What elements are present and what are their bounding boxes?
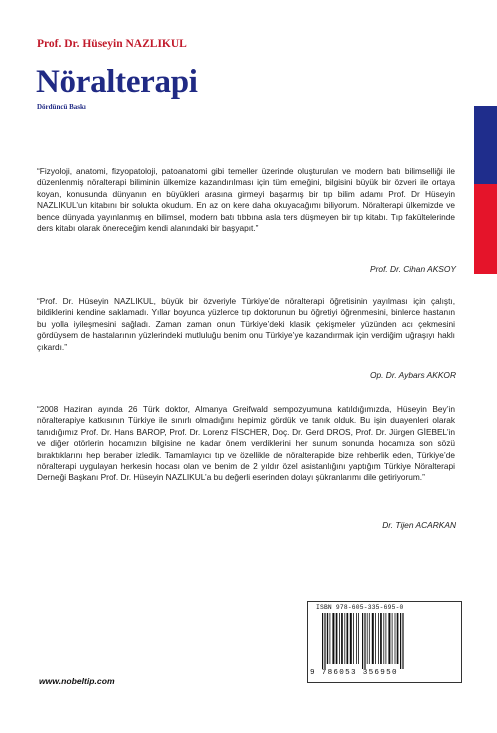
quote-1: “Fizyoloji, anatomi, fizyopatoloji, patoanatomi gibi temeller üzerinde oluşturulan ve modern batı bilimselliği ile düzenlenmiş nöralterapi biliminin ülkemize kazandırılması için tüm emeğini, bilgisini büyük bir özveri ile ortaya koyan, konusunda dünyanın en büyükleri arasına girmeyi başarmış bir tıp bilim adamı Prof. Dr Hüseyin NAZLIKUL’un kitabını bir solukta okudum. En az on kere daha okuyacağımı biliyorum. Nöralterapi ülkemizde ve bence dünyada yayınlanmış en bilimsel, modern batı tıbbına asla ters düşmeyen bir tıp kitabı. Tıp fakültelerinde ders kitabı olarak önereceğim kendi alanındaki bir başyapıt.” — [37, 166, 455, 234]
spine-stripe-red — [474, 184, 497, 274]
quote-3-signature: Dr. Tijen ACARKAN — [382, 520, 456, 530]
publisher-website[interactable]: www.nobeltip.com — [39, 676, 115, 686]
quote-3: “2008 Haziran ayında 26 Türk doktor, Almanya Greifwald sempozyumuna katıldığımızda, Hüseyin Bey’in nöralterapiye katkısının Türkiye ile sınırlı olmadığını hepimiz gördük ve tanık olduk. Bu işin duayenleri olarak tanıdığımız Prof. Dr. Hans BAROP, Prof. Dr. Lorenz FİSCHER, Doç. Dr. Gerd DROS, Prof. Dr. Jürgen GİEBEL’in ve diğer otörlerin hocamızın bilgisine ne kadar önem verdiklerini her sunum sonunda hocamıza son sözü bıraktıklarını hep beraber izledik. Tamamlayıcı tıp ve özellikle de nöralterapide bize rehberlik eden, Türkiye’de nöralterapi uygulayan herkesin hocası olan ve benim de 2 yıldır özel asistanlığını yaptığım Türkiye Nöralterapi Derneği Başkanı Prof. Dr. Hüseyin NAZLIKUL’a bu değerli eserinden dolayı şükranlarımı dile getiriyorum.” — [37, 404, 455, 483]
quote-1-signature: Prof. Dr. Cihan AKSOY — [370, 264, 456, 274]
quote-2: “Prof. Dr. Hüseyin NAZLIKUL, büyük bir özveriyle Türkiye’de nöralterapi öğretisinin yayılması için çalıştı, bildiklerini kendine saklamadı. Yıllar boyunca yüzlerce tıp doktorunun bu öğretiyi öğrenmesini, binlerce hastanın bu yolla iyileşmesini sağladı. Zaman zaman onun Türkiye’deki klasik çekişmeler yüzünden acı çekmesini gördüysem de hastalarının yüzlerindeki mutluluğu benim onu Türkiye’ye kazandırmak için verdiğim uğraşıyı haklı çıkardı.” — [37, 296, 455, 352]
ean-number: 9 786053 356950 — [310, 669, 398, 677]
spine-stripe-blue — [474, 106, 497, 184]
barcode-bars — [322, 613, 450, 669]
edition-label: Dördüncü Baskı — [37, 103, 86, 111]
barcode-block — [307, 601, 462, 683]
quote-2-signature: Op. Dr. Aybars AKKOR — [369, 370, 456, 380]
isbn-label: ISBN 978-605-335-695-0 — [316, 604, 404, 611]
book-title: Nöralterapi — [36, 64, 198, 100]
author-name: Prof. Dr. Hüseyin NAZLIKUL — [37, 38, 187, 50]
